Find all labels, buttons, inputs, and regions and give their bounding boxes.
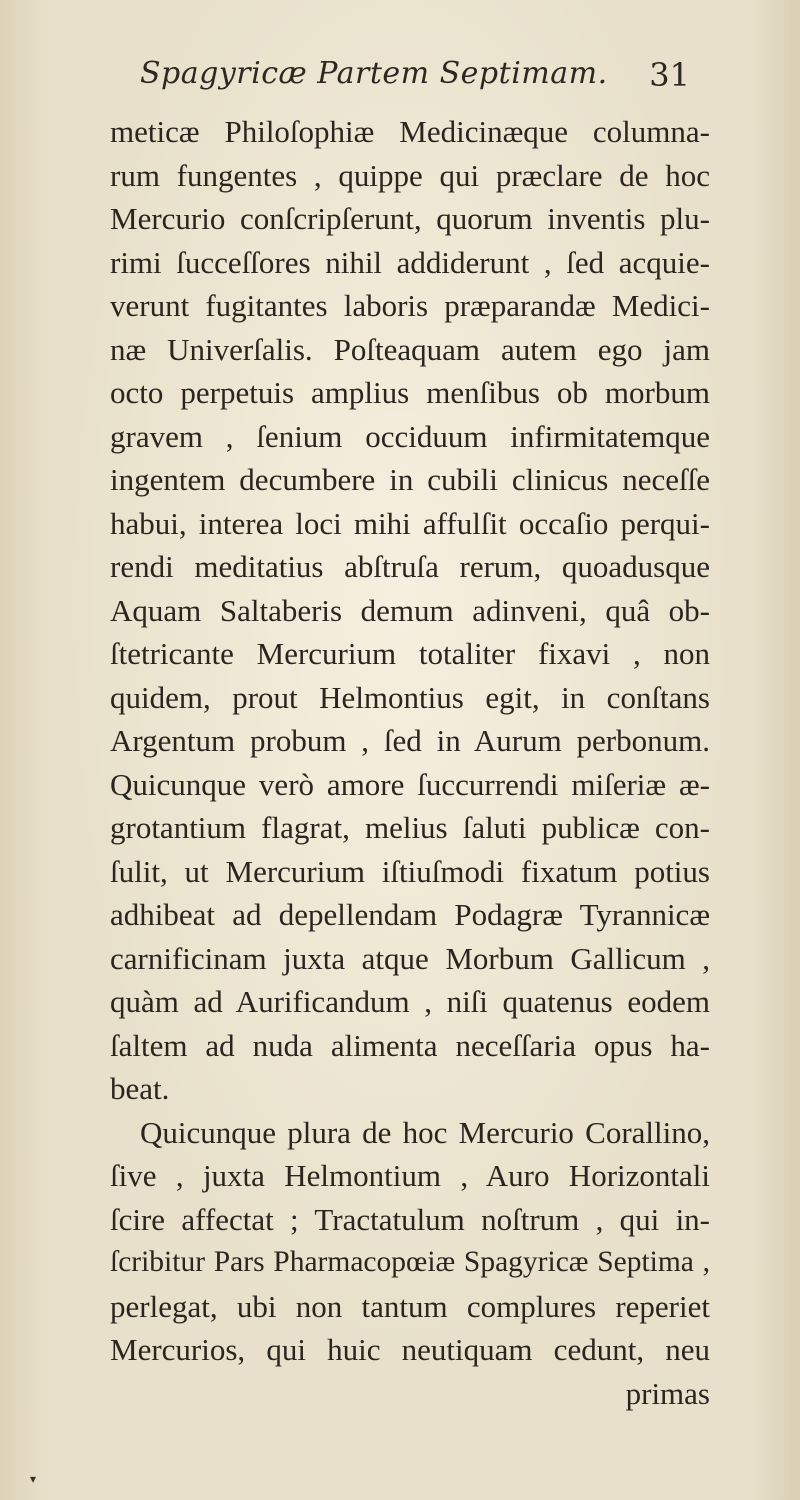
text-line: gravem , ſenium occiduum infirmitatemque	[110, 418, 710, 454]
text-line: Argentum probum , ſed in Aurum perbonum.	[110, 723, 710, 758]
text-line: Mercurio conſcripſerunt, quorum inventis plu-	[110, 201, 710, 236]
text-line: ſcire affectat ; Tractatulum noſtrum , qui in-	[110, 1201, 710, 1237]
text-line: næ Univerſalis. Poſteaquam autem ego jam	[110, 331, 710, 367]
body-text	[110, 110, 710, 1415]
text-line: rum fungentes , quippe qui præclare de hoc	[110, 157, 710, 193]
text-line: quàm ad Aurificandum , niſi quatenus eodem	[110, 984, 710, 1019]
text-line: perlegat, ubi non tantum complures reperiet	[110, 1288, 710, 1324]
text-line: habui, interea loci mihi affulſit occaſio perqui-	[110, 505, 710, 541]
text-line: meticæ Philoſophiæ Medicinæque columna-	[110, 114, 710, 149]
text-line: Quicunque verò amore ſuccurrendi miſeriæ æ-	[110, 766, 710, 802]
text-line: Mercurios, qui huic neutiquam cedunt, neu	[110, 1332, 710, 1367]
text-line: adhibeat ad depellendam Podagræ Tyrannicæ	[110, 897, 710, 932]
text-line: ingentem decumbere in cubili clinicus neceſſe	[110, 462, 710, 497]
running-title: Spagyricæ Partem Septimam.	[140, 56, 608, 91]
text-line: beat.	[110, 1071, 170, 1106]
text-line: ſtetricante Mercurium totaliter fixavi , non	[110, 636, 710, 671]
catchword: primas	[625, 1375, 710, 1411]
ink-speck: ▾	[30, 1472, 37, 1486]
text-line: octo perpetuis amplius menſibus ob morbum	[110, 375, 710, 410]
text-line: ſive , juxta Helmontium , Auro Horizontali	[110, 1158, 710, 1193]
text-line: grotantium flagrat, melius ſaluti publicæ con-	[110, 810, 710, 845]
text-line: carnificinam juxta atque Morbum Gallicum ,	[110, 940, 710, 976]
text-line: ſaltem ad nuda alimenta neceſſaria opus ha-	[110, 1027, 710, 1063]
text-line: quidem, prout Helmontius egit, in conſtans	[110, 679, 710, 715]
text-line: rimi ſucceſſores nihil addiderunt , ſed acquie-	[110, 244, 710, 280]
page-number: 31	[649, 56, 690, 94]
text-line: verunt fugitantes laboris præparandæ Medici-	[110, 288, 710, 323]
text-line: Quicunque plura de hoc Mercurio Corallino,	[140, 1114, 710, 1150]
text-line: ſulit, ut Mercurium iſtiuſmodi fixatum potius	[110, 853, 710, 889]
running-head	[140, 52, 690, 102]
text-line: rendi meditatius abſtruſa rerum, quoadusque	[110, 549, 710, 584]
text-line: ſcribitur Pars Pharmacopœiæ Spagyricæ Septima ,	[110, 1246, 710, 1278]
text-line: Aquam Saltaberis demum adinveni, quâ ob-	[110, 592, 710, 628]
